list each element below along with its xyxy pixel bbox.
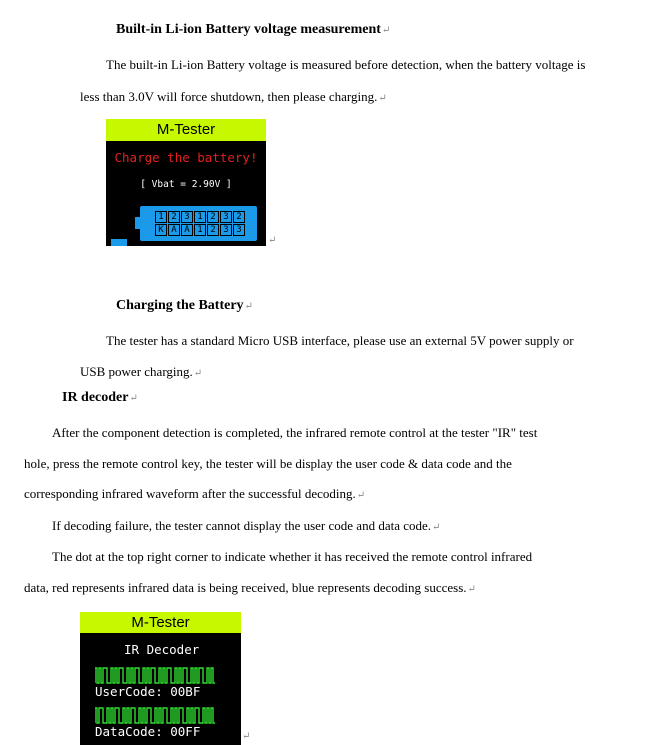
cell-row-1 <box>155 211 246 223</box>
data-code-readout: DataCode: 00FF <box>95 724 201 739</box>
cell-row-2 <box>155 224 246 236</box>
ir-paragraph1-line1: After the component detection is completed, the infrared remote control at the tester "IR" test <box>52 425 538 440</box>
ir-paragraph2: If decoding failure, the tester cannot display the user code and data code.↵ <box>52 518 441 533</box>
tester-screen-low-battery <box>106 119 266 246</box>
charging-section-heading: Charging the Battery↵ <box>116 298 253 313</box>
ir-paragraph1-line2: hole, press the remote control key, the tester will be display the user code & data code and the <box>24 456 512 471</box>
cell: 2 <box>233 211 245 223</box>
ir-paragraph3-line2: data, red represents infrared data is being received, blue represents decoding success.↵ <box>24 580 476 595</box>
ir-decoder-label: IR Decoder <box>124 642 200 657</box>
cell: 1 <box>194 211 206 223</box>
charging-paragraph-line2: USB power charging.↵ <box>80 364 203 379</box>
ir-waveform-user <box>95 665 215 685</box>
ir-section-heading: IR decoder↵ <box>62 390 138 405</box>
battery-paragraph-line2: less than 3.0V will force shutdown, then please charging.↵ <box>80 89 387 104</box>
cell: A <box>181 224 193 236</box>
tester-screen-ir-decoder <box>80 612 241 745</box>
battery-cells <box>155 211 246 237</box>
waveform-path <box>95 708 215 723</box>
cell: 1 <box>155 211 167 223</box>
ir-waveform-data <box>95 705 215 725</box>
screen-title-bar: M-Tester <box>80 612 241 633</box>
user-code-readout: UserCode: 00BF <box>95 684 201 699</box>
battery-section-heading: Built-in Li-ion Battery voltage measurement↵ <box>116 22 391 37</box>
cell: A <box>168 224 180 236</box>
cell: 3 <box>233 224 245 236</box>
battery-level-bar <box>111 239 127 246</box>
battery-voltage-readout: [ Vbat = 2.90V ] <box>140 179 232 190</box>
cell: 2 <box>207 211 219 223</box>
battery-icon <box>140 206 257 241</box>
charge-warning-text: Charge the battery! <box>114 150 258 165</box>
screen-title-bar: M-Tester <box>106 119 266 141</box>
paragraph-mark: ↵ <box>242 731 251 742</box>
cell: 1 <box>194 224 206 236</box>
paragraph-mark: ↵ <box>268 235 277 246</box>
ir-paragraph1-line3: corresponding infrared waveform after the successful decoding.↵ <box>24 486 366 501</box>
cell: 3 <box>220 211 232 223</box>
cell: 3 <box>220 224 232 236</box>
waveform-path <box>95 668 215 683</box>
cell: 2 <box>168 211 180 223</box>
cell: 3 <box>181 211 193 223</box>
cell: K <box>155 224 167 236</box>
ir-paragraph3-line1: The dot at the top right corner to indicate whether it has received the remote control infrared <box>52 549 533 564</box>
charging-paragraph-line1: The tester has a standard Micro USB interface, please use an external 5V power supply or <box>106 333 574 348</box>
battery-paragraph-line1: The built-in Li-ion Battery voltage is measured before detection, when the battery voltage is <box>106 57 586 72</box>
cell: 2 <box>207 224 219 236</box>
